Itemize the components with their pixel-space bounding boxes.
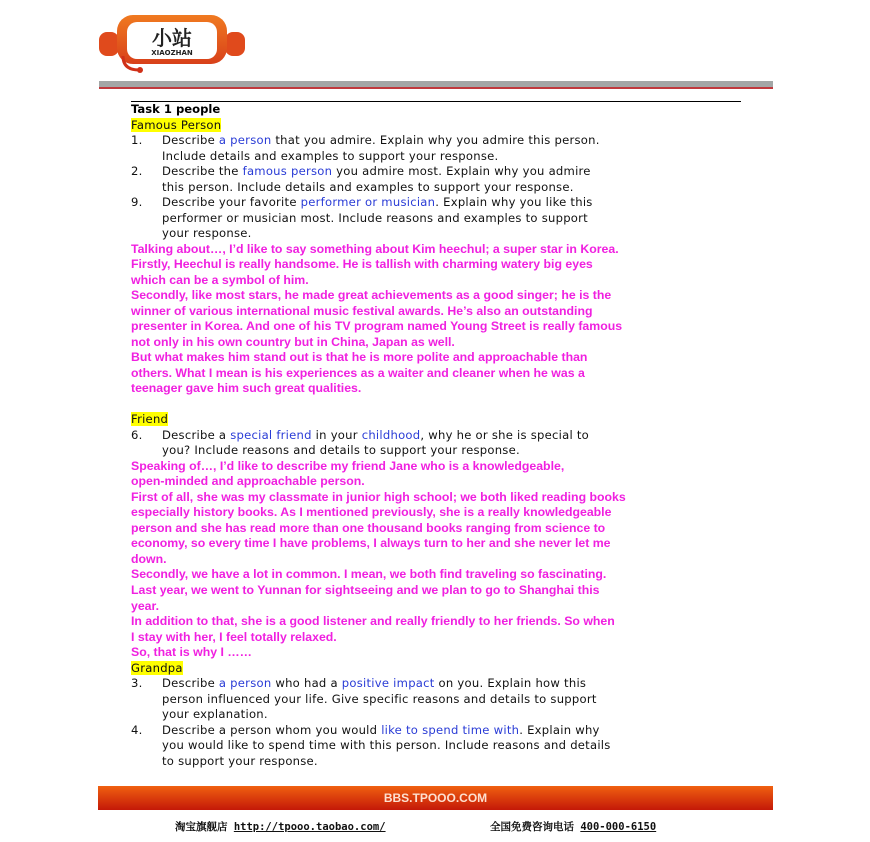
question-text	[162, 226, 252, 242]
sample-answer-text: which can be a symbol of him.	[131, 272, 309, 287]
key-phrase: a person	[218, 676, 272, 691]
question-segment: on you. Explain how this	[434, 676, 587, 691]
section-title	[131, 102, 751, 118]
question-line	[131, 428, 751, 444]
sample-answer-text: But what makes him stand out is that he is more polite and approachable than	[131, 350, 588, 365]
question-text	[162, 443, 520, 459]
question-line	[131, 195, 751, 211]
topic-heading	[131, 118, 751, 134]
sample-answer-line	[131, 273, 751, 289]
xiaozhan-logo	[97, 12, 247, 74]
sample-answer-text: not only in his own country but in China, Japan as well.	[131, 334, 455, 349]
question-segment: . Explain why you like this	[435, 195, 593, 210]
question-segment: you would like to spend time with this person. Include reasons and details	[162, 738, 611, 753]
question-text	[162, 133, 600, 149]
question-segment: in your	[311, 427, 362, 442]
svg-text:小站: 小站	[152, 26, 192, 50]
shop-label: 淘宝旗舰店	[175, 821, 228, 833]
sample-answer-line	[131, 505, 751, 521]
sample-answer-text: open-minded and approachable person.	[131, 474, 365, 489]
document-body	[131, 102, 751, 769]
sample-answer-text: especially history books. As I mentioned previously, she is a really knowledgeable	[131, 505, 612, 520]
question-segment: this person. Include details and examples to support your response.	[162, 179, 574, 194]
question-text	[162, 707, 268, 723]
footer-site: BBS.TPOOO.COM	[383, 791, 488, 805]
question-text	[162, 195, 593, 211]
question-number: 9.	[131, 195, 143, 210]
question-line	[131, 738, 751, 754]
question-segment: you admire most. Explain why you admire	[332, 164, 591, 179]
key-phrase: positive impact	[341, 676, 435, 691]
sample-answer-text: In addition to that, she is a good listener and really friendly to her friends. So when	[131, 614, 615, 629]
sample-answer-text: presenter in Korea. And one of his TV program named Young Street is really famous	[131, 319, 623, 334]
question-segment: Describe a	[162, 427, 231, 442]
sample-answer-line	[131, 242, 751, 258]
question-segment: Describe	[162, 676, 219, 691]
sample-answer-text: winner of various international music festival awards. He’s also an outstanding	[131, 303, 593, 318]
question-text	[162, 149, 498, 165]
question-segment: your response.	[162, 226, 252, 241]
phone-number: 400-000-6150	[580, 821, 657, 833]
question-number: 6.	[131, 427, 143, 442]
question-segment: who had a	[271, 676, 342, 691]
question-line	[131, 707, 751, 723]
sample-answer-line	[131, 335, 751, 351]
question-segment: Describe	[162, 133, 219, 148]
question-segment: Describe a person whom you would	[162, 722, 382, 737]
key-phrase: famous person	[242, 164, 333, 179]
question-segment: Include details and examples to support your response.	[162, 148, 499, 163]
question-text	[162, 164, 591, 180]
question-text	[162, 723, 600, 739]
question-number: 3.	[131, 676, 143, 691]
phone-info	[490, 819, 656, 834]
sample-answer-text: So, that is why I ……	[131, 645, 252, 660]
phone-label: 全国免费咨询电话	[490, 821, 574, 833]
sample-answer-text: Last year, we went to Yunnan for sightseeing and we plan to go to Shanghai this	[131, 582, 600, 597]
sample-answer-line	[131, 304, 751, 320]
key-phrase: a person	[218, 133, 272, 148]
question-text	[162, 738, 611, 754]
question-number: 2.	[131, 164, 143, 179]
sample-answer-text: teenager gave him such great qualities.	[131, 381, 362, 396]
sample-answer-text: I stay with her, I feel totally relaxed.	[131, 629, 337, 644]
question-line	[131, 133, 751, 149]
topic-heading-text: Friend	[131, 412, 169, 427]
question-segment: , why he or she is special to	[420, 427, 590, 442]
sample-answer-line	[131, 366, 751, 382]
sample-answer-text: First of all, she was my classmate in junior high school; we both liked reading books	[131, 489, 626, 504]
sample-answer-text: down.	[131, 551, 167, 566]
question-segment: Describe the	[162, 164, 243, 179]
question-segment: person influenced your life. Give specific reasons and details to support	[162, 691, 597, 706]
question-segment: to support your response.	[162, 753, 318, 768]
sample-answer-line	[131, 490, 751, 506]
key-phrase: performer or musician	[300, 195, 436, 210]
question-line	[131, 149, 751, 165]
sample-answer-text: Secondly, like most stars, he made great achievements as a good singer; he is the	[131, 288, 612, 303]
question-segment: . Explain why	[519, 722, 600, 737]
topic-heading	[131, 661, 751, 677]
key-phrase: like to spend time with	[381, 722, 520, 737]
sample-answer-line	[131, 536, 751, 552]
topic-heading	[131, 412, 751, 428]
question-line	[131, 226, 751, 242]
sample-answer-line	[131, 630, 751, 646]
sample-answer-line	[131, 552, 751, 568]
topic-heading-text: Famous Person	[131, 117, 222, 132]
question-line	[131, 754, 751, 770]
sample-answer-text: economy, so every time I have problems, I always turn to her and she never let me	[131, 536, 611, 551]
sample-answer-text: others. What I mean is his experiences as a waiter and cleaner when he was a	[131, 365, 585, 380]
sample-answer-text: year.	[131, 598, 160, 613]
sample-answer-line	[131, 599, 751, 615]
sample-answer-line	[131, 288, 751, 304]
sample-answer-text: Secondly, we have a lot in common. I mean, we both find traveling so fascinating.	[131, 567, 607, 582]
topic-heading-text: Grandpa	[131, 660, 183, 675]
section-title-text: Task 1 people	[131, 102, 221, 116]
question-number: 4.	[131, 722, 143, 737]
blank-line	[131, 397, 751, 413]
question-segment: your explanation.	[162, 707, 268, 722]
question-segment: you? Include reasons and details to support your response.	[162, 443, 520, 458]
sample-answer-line	[131, 350, 751, 366]
question-line	[131, 676, 751, 692]
sample-answer-line	[131, 319, 751, 335]
sample-answer-text: person and she has read more than one thousand books ranging from science to	[131, 520, 606, 535]
footer-banner	[98, 786, 773, 810]
sample-answer-line	[131, 567, 751, 583]
sample-answer-line	[131, 614, 751, 630]
sample-answer-line	[131, 645, 751, 661]
question-number: 1.	[131, 133, 143, 148]
svg-text:XIAOZHAN: XIAOZHAN	[151, 49, 193, 57]
key-phrase: childhood	[361, 427, 421, 442]
question-line	[131, 723, 751, 739]
sample-answer-text: Talking about…, I’d like to say something about Kim heechul; a super star in Korea.	[131, 241, 619, 256]
question-segment: that you admire. Explain why you admire this person.	[271, 133, 600, 148]
sample-answer-line	[131, 381, 751, 397]
key-phrase: special friend	[230, 427, 312, 442]
header-divider	[99, 81, 773, 89]
question-line	[131, 211, 751, 227]
question-text	[162, 676, 586, 692]
sample-answer-line	[131, 521, 751, 537]
sample-answer-line	[131, 583, 751, 599]
shop-link[interactable]: http://tpooo.taobao.com/	[233, 821, 386, 833]
question-line	[131, 180, 751, 196]
question-line	[131, 443, 751, 459]
question-line	[131, 692, 751, 708]
sample-answer-line	[131, 257, 751, 273]
sample-answer-text: Speaking of…, I’d like to describe my friend Jane who is a knowledgeable,	[131, 458, 565, 473]
shop-info	[175, 819, 386, 834]
question-segment: performer or musician most. Include reasons and examples to support	[162, 210, 588, 225]
question-text	[162, 754, 318, 770]
sample-answer-line	[131, 459, 751, 475]
question-text	[162, 692, 597, 708]
question-line	[131, 164, 751, 180]
question-text	[162, 428, 589, 444]
sample-answer-text: Firstly, Heechul is really handsome. He is tallish with charming watery big eyes	[131, 257, 593, 272]
question-text	[162, 211, 588, 227]
sample-answer-line	[131, 474, 751, 490]
question-text	[162, 180, 574, 196]
question-segment: Describe your favorite	[162, 195, 301, 210]
